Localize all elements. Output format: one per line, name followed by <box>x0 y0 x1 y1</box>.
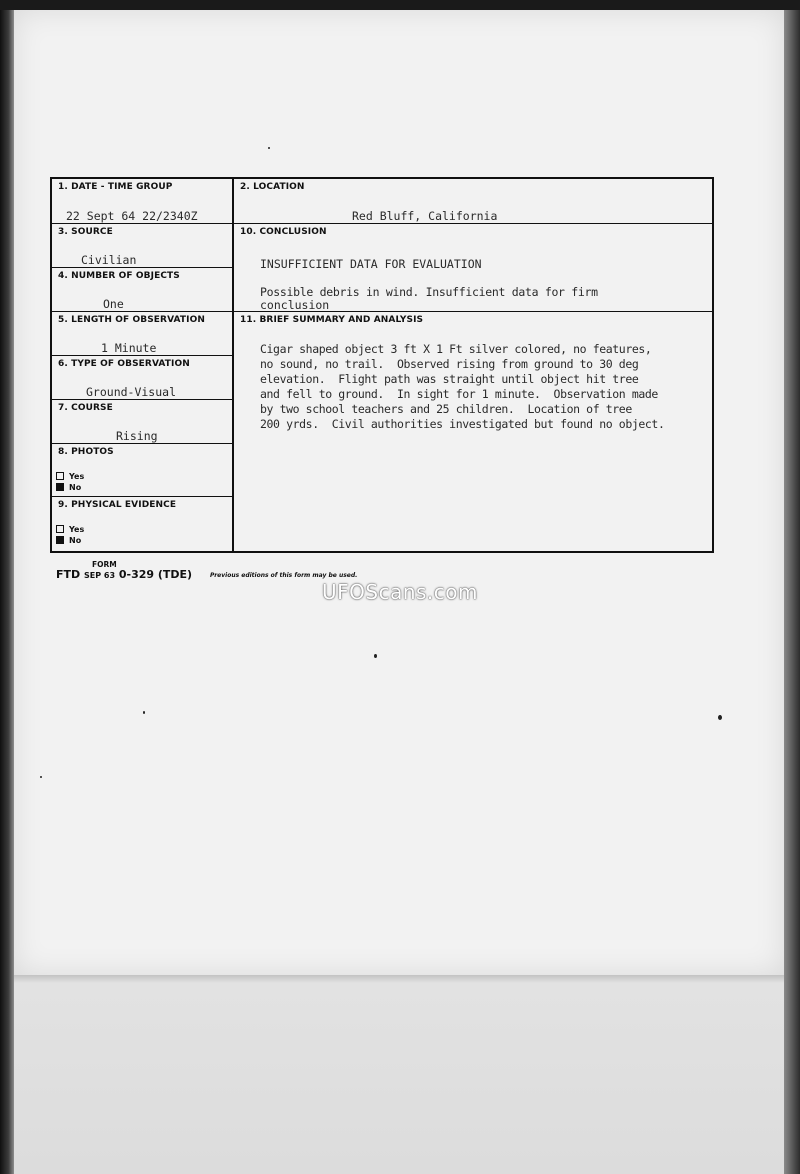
field-location <box>234 179 712 224</box>
conclusion-line-3: conclusion <box>260 298 330 312</box>
field-photos <box>52 444 232 497</box>
underlying-sheet <box>0 965 790 1174</box>
field-source <box>52 224 232 268</box>
label-conclusion: 10. CONCLUSION <box>240 227 327 237</box>
label-type-of-observation: 6. TYPE OF OBSERVATION <box>58 359 190 369</box>
dust-speck <box>374 654 377 658</box>
dust-speck <box>143 711 145 714</box>
field-number-of-objects <box>52 268 232 312</box>
dust-speck <box>718 715 722 720</box>
label-location: 2. LOCATION <box>240 182 305 192</box>
field-course <box>52 400 232 444</box>
brief-summary-text: Cigar shaped object 3 ft X 1 Ft silver colored, no features, no sound, no trail. Observed rising from ground to 30 deg elevation. Flight path was straight until object hit tree and fell to ground. In sight for 1 minute. Observation made by two school teachers and 25 children. Location of tree 200 yrds. Civil authorities investigated but found no object. <box>260 342 665 431</box>
ufoscans-watermark: UFOScans.com <box>322 580 478 604</box>
checkbox-icon <box>56 472 64 480</box>
label-date-time-group: 1. DATE - TIME GROUP <box>58 182 173 192</box>
ufo-report-form <box>50 177 714 553</box>
form-date: SEP 63 <box>84 571 116 580</box>
scan-edge-right <box>784 0 800 1174</box>
form-identifier <box>56 568 192 581</box>
field-date-time-group <box>52 179 232 224</box>
label-number-of-objects: 4. NUMBER OF OBJECTS <box>58 271 180 281</box>
form-left-column <box>52 179 234 551</box>
field-physical-evidence <box>52 497 232 551</box>
checked-box-icon <box>56 536 64 544</box>
checkbox-icon <box>56 525 64 533</box>
field-brief-summary <box>234 312 712 551</box>
evidence-no-option[interactable] <box>56 536 81 545</box>
value-date-time-group: 22 Sept 64 22/2340Z <box>66 209 198 223</box>
evidence-yes-option[interactable] <box>56 525 84 534</box>
scan-edge-left <box>0 0 14 1174</box>
value-location: Red Bluff, California <box>352 209 498 223</box>
form-prefix: FTD <box>56 568 81 581</box>
value-number-of-objects: One <box>103 297 124 311</box>
label-physical-evidence: 9. PHYSICAL EVIDENCE <box>58 500 177 510</box>
dust-speck <box>40 776 42 778</box>
form-number: 0-329 (TDE) <box>118 568 193 581</box>
value-type-of-observation: Ground-Visual <box>86 385 177 399</box>
value-length-of-observation: 1 Minute <box>101 341 157 355</box>
label-length-of-observation: 5. LENGTH OF OBSERVATION <box>58 315 205 325</box>
photos-yes-option[interactable] <box>56 472 84 481</box>
checked-box-icon <box>56 483 64 491</box>
field-length-of-observation <box>52 312 232 356</box>
label-brief-summary: 11. BRIEF SUMMARY AND ANALYSIS <box>240 315 424 325</box>
conclusion-line-1: INSUFFICIENT DATA FOR EVALUATION <box>260 257 482 271</box>
evidence-yes-label: Yes <box>69 525 85 534</box>
scan-edge-top <box>0 0 800 10</box>
label-course: 7. COURSE <box>58 403 113 413</box>
photos-yes-label: Yes <box>69 472 85 481</box>
evidence-no-label: No <box>69 536 82 545</box>
form-word: FORM <box>92 560 117 569</box>
photos-no-label: No <box>69 483 82 492</box>
photos-no-option[interactable] <box>56 483 81 492</box>
conclusion-line-2: Possible debris in wind. Insufficient data for firm <box>260 285 598 299</box>
value-source: Civilian <box>81 253 137 267</box>
form-right-column <box>234 179 712 551</box>
label-photos: 8. PHOTOS <box>58 447 114 457</box>
field-type-of-observation <box>52 356 232 400</box>
label-source: 3. SOURCE <box>58 227 113 237</box>
field-conclusion <box>234 224 712 312</box>
value-course: Rising <box>116 429 158 443</box>
previous-editions-note: Previous editions of this form may be used. <box>210 572 358 579</box>
dust-speck <box>268 147 270 149</box>
